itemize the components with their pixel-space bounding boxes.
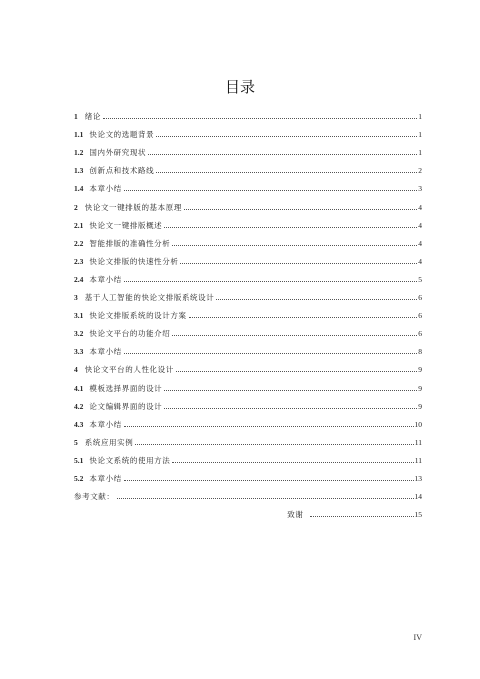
dot-leader — [124, 280, 417, 282]
toc-entry-title: 基于人工智能的快论文排版系统设计 — [84, 293, 215, 303]
toc-entry — [74, 411, 422, 429]
toc-entry — [74, 465, 422, 483]
toc-entry-title: 快论文的选题背景 — [89, 130, 155, 140]
toc-entry-page: 4 — [418, 256, 422, 266]
toc-entry — [74, 338, 422, 356]
dot-leader — [189, 316, 418, 318]
toc-entry-number: 1.3 — [74, 166, 84, 176]
dot-leader — [172, 244, 417, 246]
toc-entry-page: 15 — [414, 510, 422, 520]
toc-entry-title: 创新点和技术路线 — [89, 166, 155, 176]
toc-entry-title: 绪论 — [84, 112, 101, 122]
toc-entry-number: 2.3 — [74, 256, 84, 266]
toc-entry — [74, 175, 422, 193]
dot-leader — [164, 389, 417, 391]
toc-entry-page: 6 — [418, 311, 422, 321]
toc-entry-page: 10 — [414, 419, 422, 429]
toc-entry-number: 1.1 — [74, 130, 84, 140]
toc-entry — [74, 193, 422, 211]
toc-entry — [74, 230, 422, 248]
toc-entry-title: 国内外研究现状 — [89, 148, 147, 158]
toc-entry-number: 1 — [74, 112, 78, 122]
toc-entry-title: 本章小结 — [89, 184, 122, 194]
toc-entry-acknowledgement — [74, 501, 422, 519]
dot-leader — [124, 352, 417, 354]
toc-entry-title: 本章小结 — [89, 419, 122, 429]
toc-entry — [74, 121, 422, 139]
toc-entry-number: 3.3 — [74, 347, 84, 357]
toc-entry-number: 3.1 — [74, 311, 84, 321]
dot-leader — [124, 425, 414, 427]
dot-leader — [124, 189, 417, 191]
toc-entry-number: 4.3 — [74, 419, 84, 429]
toc-entry-title: 快论文排版的快速性分析 — [89, 256, 179, 266]
dot-leader — [310, 515, 414, 517]
dot-leader — [172, 334, 417, 336]
dot-leader — [124, 479, 414, 481]
toc-entry — [74, 447, 422, 465]
toc-entry-title: 快论文一键排版的基本原理 — [84, 202, 182, 212]
toc-entry-title: 快论文一键排版概述 — [89, 220, 163, 230]
toc-entry-title: 本章小结 — [89, 347, 122, 357]
toc-entry — [74, 248, 422, 266]
toc-entry-number: 3.2 — [74, 329, 84, 339]
toc-entry-number: 2 — [74, 202, 78, 212]
toc-entry-title: 参考文献： — [74, 492, 115, 502]
toc-entry-number: 2.4 — [74, 274, 84, 284]
dot-leader — [117, 497, 414, 499]
toc-entry-title: 快论文排版系统的设计方案 — [89, 311, 187, 321]
toc-entry — [74, 103, 422, 121]
toc-entry-page: 1 — [418, 130, 422, 140]
dot-leader — [172, 461, 413, 463]
toc-entry-title: 本章小结 — [89, 274, 122, 284]
toc-entry-number: 1.2 — [74, 148, 84, 158]
toc-entry-number: 5.1 — [74, 455, 84, 465]
dot-leader — [103, 117, 417, 119]
dot-leader — [176, 370, 417, 372]
toc-entry-number: 4.2 — [74, 401, 84, 411]
toc-entry — [74, 302, 422, 320]
dot-leader — [164, 226, 417, 228]
toc-entry — [74, 212, 422, 230]
toc-entry-page: 11 — [414, 437, 422, 447]
dot-leader — [184, 208, 417, 210]
toc-entry-title: 快论文系统的使用方法 — [89, 455, 171, 465]
toc-entry-page: 9 — [418, 401, 422, 411]
toc-entry — [74, 157, 422, 175]
toc-entry-title: 快论文平台的人性化设计 — [84, 365, 174, 375]
toc-entry-title: 模板选择界面的设计 — [89, 383, 163, 393]
toc-entry-page: 11 — [414, 455, 422, 465]
dot-leader — [164, 407, 417, 409]
toc-entry-number: 4.1 — [74, 383, 84, 393]
page-number-footer: IV — [413, 633, 422, 642]
toc-title: 目录 — [224, 78, 255, 96]
toc-entry-references — [74, 483, 422, 501]
toc-entry-title: 快论文平台的功能介绍 — [89, 329, 171, 339]
toc-entry-page: 3 — [418, 184, 422, 194]
toc-entry-number: 5.2 — [74, 473, 84, 483]
toc-entry-page: 4 — [418, 202, 422, 212]
toc-entry — [74, 393, 422, 411]
toc-entry-page: 1 — [418, 112, 422, 122]
toc-entry-page: 6 — [418, 293, 422, 303]
dot-leader — [148, 153, 417, 155]
toc-entry-title: 本章小结 — [89, 473, 122, 483]
dot-leader — [180, 262, 417, 264]
toc-entry — [74, 429, 422, 447]
toc-entry-title: 致谢 — [287, 510, 304, 520]
toc-entry — [74, 139, 422, 157]
toc-entry — [74, 266, 422, 284]
toc-entry — [74, 320, 422, 338]
toc-entry-page: 1 — [418, 148, 422, 158]
toc-entry-page: 13 — [414, 473, 422, 483]
toc-entry — [74, 284, 422, 302]
toc-entry-title: 论文编辑界面的设计 — [89, 401, 163, 411]
toc-entry-page: 9 — [418, 383, 422, 393]
toc-entry-page: 5 — [418, 274, 422, 284]
toc-entry-page: 4 — [418, 220, 422, 230]
toc-entry-page: 14 — [414, 492, 422, 502]
toc-entry-page: 6 — [418, 329, 422, 339]
toc-entry-number: 5 — [74, 437, 78, 447]
toc-entry-page: 8 — [418, 347, 422, 357]
dot-leader — [156, 135, 417, 137]
toc-entry-page: 9 — [418, 365, 422, 375]
toc-entry-number: 2.1 — [74, 220, 84, 230]
dot-leader — [156, 171, 417, 173]
toc-entry-title: 系统应用实例 — [84, 437, 134, 447]
toc-entry-number: 3 — [74, 293, 78, 303]
toc-entry-number: 2.2 — [74, 238, 84, 248]
toc-entry — [74, 374, 422, 392]
table-of-contents — [74, 103, 422, 519]
toc-entry-number: 4 — [74, 365, 78, 375]
dot-leader — [216, 298, 417, 300]
toc-entry-title: 智能排版的准确性分析 — [89, 238, 171, 248]
toc-entry-page: 2 — [418, 166, 422, 176]
toc-entry — [74, 356, 422, 374]
dot-leader — [135, 443, 413, 445]
toc-entry-number: 1.4 — [74, 184, 84, 194]
toc-entry-page: 4 — [418, 238, 422, 248]
